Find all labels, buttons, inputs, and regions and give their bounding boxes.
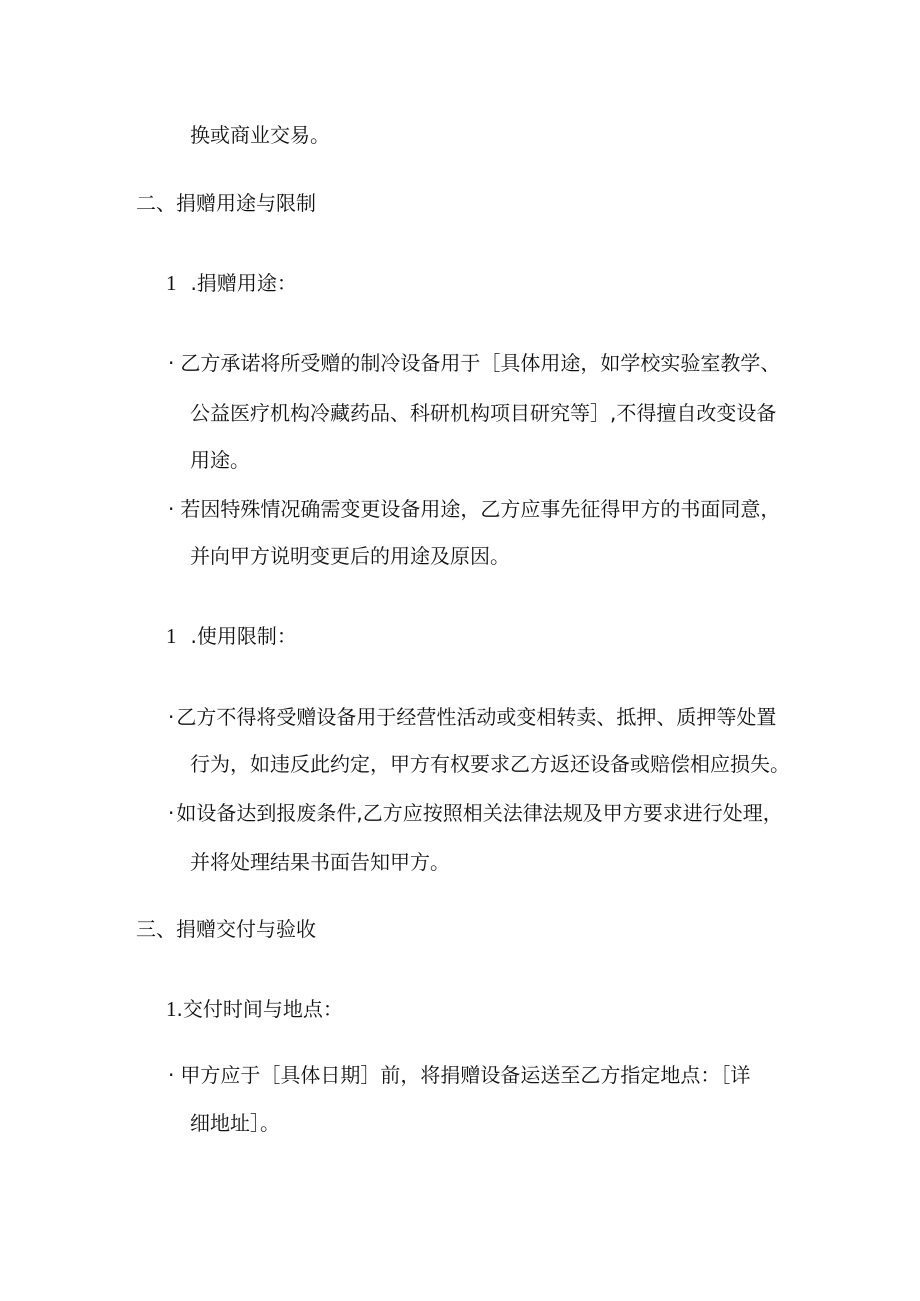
list-item — [168, 800, 783, 826]
list-item-continuation: 并将处理结果书面告知甲方。 — [190, 850, 450, 874]
list-item-continuation: 用途。 — [190, 448, 250, 472]
bullet-marker: · — [168, 497, 175, 521]
list-item-continuation: 公益医疗机构冷藏药品、科研机构项目研究等］,不得擅自改变设备 — [190, 401, 777, 425]
list-item-continuation: 行为，如违反此约定，甲方有权要求乙方返还设备或赔偿相应损失。 — [190, 752, 790, 776]
list-item-continuation: 并向甲方说明变更后的用途及原因。 — [190, 544, 510, 568]
section-heading-2: 二、捐赠用途与限制 — [136, 191, 316, 215]
subsection-label: .捐赠用途： — [190, 271, 297, 295]
list-item-continuation: 细地址］。 — [190, 1111, 280, 1135]
list-item-text: 乙方不得将受赠设备用于经营性活动或变相转卖、抵押、质押等处置 — [176, 705, 777, 729]
bullet-marker: · — [168, 705, 175, 729]
list-item-text: 若因特殊情况确需变更设备用途，乙方应事先征得甲方的书面同意， — [180, 497, 781, 521]
carry-over-line: 换或商业交易。 — [190, 123, 330, 147]
list-item — [168, 1062, 750, 1088]
subsection-number: 1 — [166, 624, 177, 648]
list-item — [168, 350, 780, 376]
section-heading-3: 三、捐赠交付与验收 — [136, 917, 316, 941]
bullet-marker: · — [168, 801, 175, 825]
list-item — [168, 496, 780, 522]
list-item — [168, 704, 776, 730]
subsection-2-1 — [166, 270, 297, 296]
list-item-text: 甲方应于［具体日期］前，将捐赠设备运送至乙方指定地点：［详 — [180, 1063, 751, 1087]
bullet-marker: · — [168, 351, 175, 375]
subsection-label: .使用限制： — [190, 624, 297, 648]
list-item-text: 如设备达到报废条件,乙方应按照相关法律法规及甲方要求进行处理， — [176, 801, 783, 825]
subsection-label: .交付时间与地点： — [176, 997, 343, 1021]
list-item-text: 乙方承诺将所受赠的制冷设备用于［具体用途，如学校实验室教学、 — [180, 351, 781, 375]
bullet-marker: · — [168, 1063, 175, 1087]
subsection-3-1 — [166, 996, 343, 1022]
subsection-number: 1 — [166, 271, 177, 295]
subsection-2-2 — [166, 623, 297, 649]
subsection-number: 1 — [166, 997, 177, 1021]
